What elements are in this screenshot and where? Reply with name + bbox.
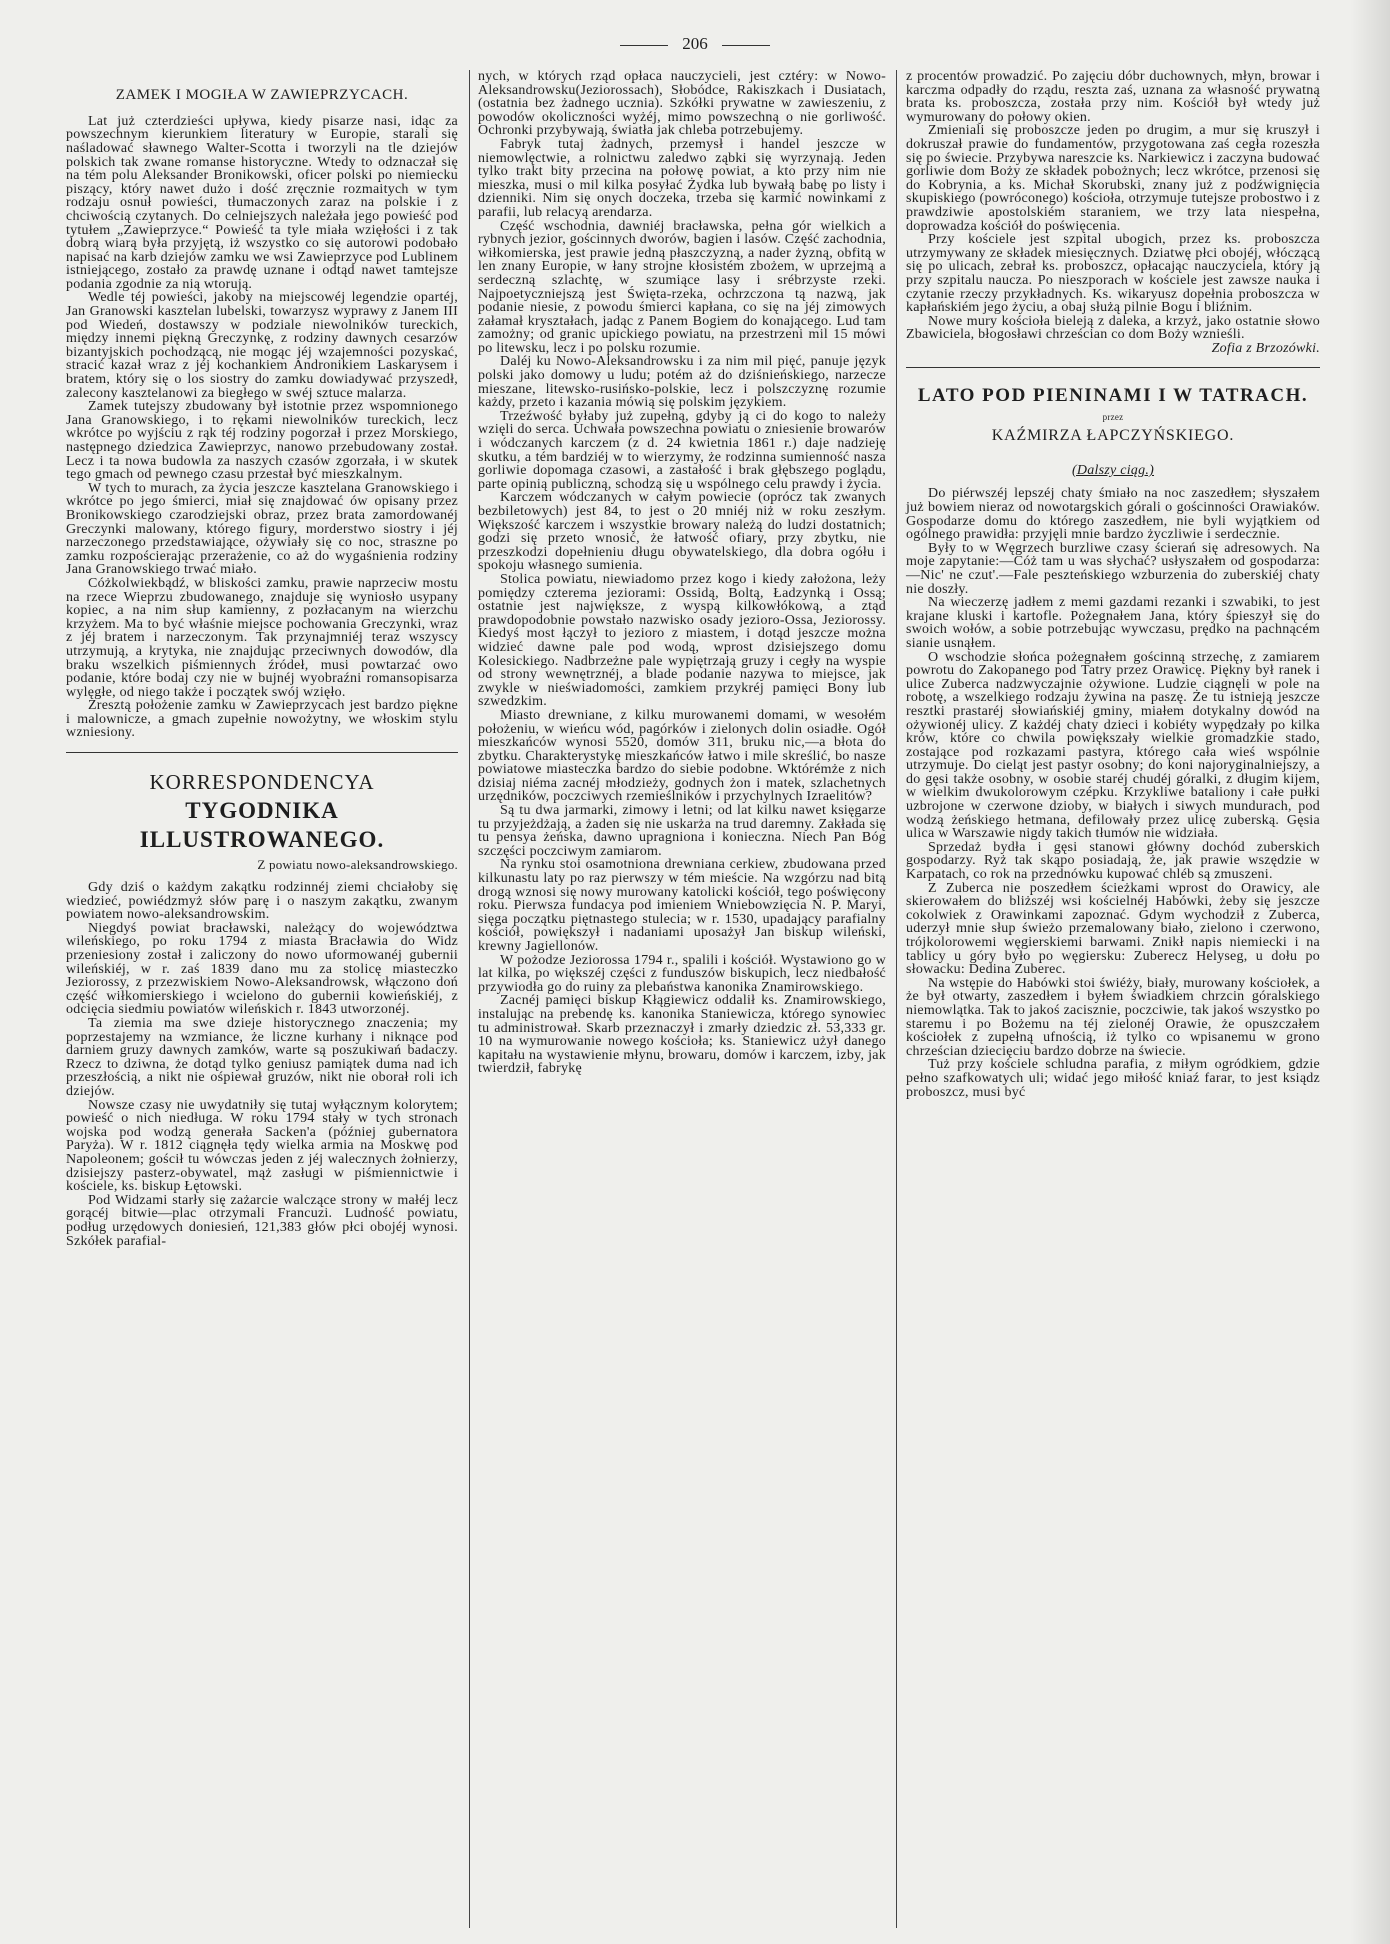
paragraph: Zacnéj pamięci biskup Kłągiewicz oddalił ks. Znamirowskiego, instalując na prebendę ks. kanonika Staniewicza, którego synowiec tu administrował. Skarb przeznaczył i zmarły dziedzic zł. 53,333 gr. 10 na wymurowanie nowego kościoła; ks. Staniewicz użył danego kapitału na wystawienie młynu, browaru, domów i karczem, izby, jak twierdził, fabrykę [478,993,886,1077]
paragraph: Lat już czterdzieści upływa, kiedy pisarze nasi, idąc za powszechnym kierunkiem literatury w Europie, starali się naśladować sławnego Walter-Scotta i tworzyli na tle dziejów polskich tak zwane romanse historyczne. Wtedy to odznaczał się na tém polu Aleksander Bronikowski, oficer polski po niemiecku piszący, który nawet dużo i dość zręcznie rozmaitych w tym rodzaju osnuł powieści, tłumaczonych zaraz na polskie i z chciwością czytanych. Do celniejszych należała jego powieść pod tytułem „Zawieprzyce.“ Powieść ta tyle miała wzięłości i z tak dobrą wiarą była przyjętą, iż wszystko co się autorowi podobało napisać na karb dziejów zamku we wsi Zawieprzyce pod Lublinem istniejącego, zostało za prawdę uznane i odtąd nawet tamtejsze podania zgodnie za nią wtorują. [66,113,458,292]
paragraph: Zamek tutejszy zbudowany był istotnie przez wspomnionego Jana Granowskiego, i to rękami niewolników tureckich, lecz wkrótce po wyjściu z rąk téj rodziny pogorzał i przez Morskiego, następnego dziedzica Zawieprzyc, nanowo przebudowany został. Lecz i ta nowa budowla za naszych czasów zgorzała, i w skutek tego gmach od pewnego czasu przestał być mieszkalnym. [66,399,458,483]
paragraph: Na rynku stoi osamotniona drewniana cerkiew, zbudowana przed kilkunastu laty po raz pierwszy w tém mieście. Na wzgórzu nad bitą drogą wznosi się nowy murowany katolicki kościół, tego poświęcony roku. Pierwsza fundacya pod imieniem Wniebowzięcia N. P. Maryi, sięga początku piętnastego stulecia; w r. 1530, upadający parafialny kościół, powiększył i nadaniami uposażył Jan biskup wileński, krewny Jagiellonów. [478,857,886,954]
byline-przez: przez [1102,412,1124,423]
paragraph: Miasto drewniane, z kilku murowanemi domami, w wesołém położeniu, w wieńcu wód, pagórków i zielonych dolin osiadłe. Ogół mieszkańców wynosi 5520, domów 311, bruku nic,—a błota do zbytku. Charakterystykę mieszkańców łatwo i mile skreślić, bo nasze powiatowe miasteczka bardzo do siebie podobne. Wktórémże z nich dzisiaj niéma zacnéj młodzieży, godnych żon i matek, szlachetnych urzędników, poczciwych rzemieślników i przychylnych Izraelitów? [478,707,886,805]
paragraph: Trzeźwość byłaby już zupełną, gdyby ją ci do kogo to należy wzięli do serca. Uchwała powszechna powiatu o zniesienie browarów i wódczanych karczem (z d. 24 kwietnia 1861 r.) daje nadzieję skutku, a tém bardziéj w to wierzymy, że rodzinna sumienność nasza gorliwie dopomaga czasowi, a zastałość i brak głębszego poglądu, parte opinią publiczną, schodzą się u wspólnego celu prawdy i życia. [478,408,886,492]
paragraph: Niegdyś powiat bracławski, należący do województwa wileńskiego, po roku 1794 z miasta Bracławia do Widz przeniesiony został i zaliczony do nowo uformowanéj gubernii wileńskiéj, w r. zaś 1839 dano mu za stolicę miasteczko Jeziorossy, z przezwiskiem Nowo-Aleksandrowsk, włączono doń część wiłkomierskiego i wcielono do gubernii kowieńskiéj, z odcięcia siedmiu powiatów wileńskich r. 1843 utworzonéj. [66,920,458,1018]
header-dash [620,45,668,46]
paragraph: Nowe mury kościoła bieleją z daleka, a krzyż, jako ostatnie słowo Zbawiciela, błogosławi chrześcian co dom Boży wznieśli. [906,313,1320,343]
paragraph: Przy kościele jest szpital ubogich, przez ks. proboszcza utrzymywany ze składek miesięcznych. Dziatwę płci obojéj, włóczącą się po ulicach, zebrał ks. proboszcz, opłacając nauczyciela, który ją przy szpitalu naucza. Po nieszporach w kościele jest zawsze nauka i czytanie rzeczy przykładnych. Ks. wikaryusz dopełnia proboszcza w kapłańskiém jego życiu, a obaj służą pilnie Bogu i bliźnim. [906,232,1320,316]
paragraph: Część wschodnia, dawniéj bracławska, pełna gór wielkich a rybnych jezior, gościnnych dworów, bagien i lasów. Część zachodnia, wiłkomierska, jest prawie jedną płaszczyzną, a nader żyzną, obfitą w len znany Europie, w łany strojne kłosistém zbożem, w uprzejmą a serdeczną szlachtę, w szumiące lasy i srébrzyste rzeki. Najpoetyczniejszą jest Święta-rzeka, ochrzczona tą nazwą, jak podanie niesie, z powodu śmierci kapłana, co się na jéj zimowych załamał kryształach, jadąc z Panem Bogiem do konającego. Lud tam zamożny; od granic upickiego powiatu, na przestrzeni mil 15 mówi po litewsku, lecz i po polsku rozumie. [478,218,886,356]
column-1 [66,78,458,1248]
page-number-header [0,34,1390,54]
correspondence-subtitle: Z powiatu nowo-aleksandrowskiego. [257,856,458,872]
page-edge-shadow [1350,0,1390,1944]
paragraph: Stolica powiatu, niewiadomo przez kogo i kiedy założona, leży pomiędzy czterema jeziorami: Ossidą, Boltą, Ładzynką i Ossą; ostatnie jest największe, z wyspą kilkowłókową, a ztąd prawdopodobnie powstało nazwisko osady jezioro-Ossa, Jeziorossy. Kiedyś most łączył to jezioro z miastem, i dotąd jeszcze można widzieć dawne pale pod wodą, wprost dzisiejszego domu Kolesickiego. Nadbrzeżne pale wypiętrzają gruzy i cegły na wyspie od strony wewnętrznéj, a blade podanie nazywa to miejsce, jak zwykle w nieświadomości, zamkiem przykréj pamięci Bony lub szwedzkim. [478,571,886,710]
paragraph: Fabryk tutaj żadnych, przemysł i handel jeszcze w niemowlęctwie, a rolnictwu zaledwo ząbki się wyrzynają. Jeden tylko trakt bity przecina na połowę powiat, a kto przy nim nie mieszka, musi o mil kilka posyłać Żydka lub bywałą babę po listy i dzienniki. Nim się onych doczeka, trzeba się karmić nowinkami z parafii, lub relacyą arendarza. [478,136,886,220]
paragraph: Sprzedaż bydła i gęsi stanowi główny dochód zuberskich gospodarzy. Ryż tak skąpo posiadają, że, jak prawie wszędzie w Karpatach, co rok na przednówku kupować chléb są zmuszeni. [906,839,1320,883]
continued-note: (Dalszy ciąg.) [1071,462,1155,478]
paragraph: Do piérwszéj lepszéj chaty śmiało na noc zaszedłem; słyszałem już bowiem nieraz od nowotargskich górali o gościnności Orawiaków. Gospodarze domu do którego zaszedłem, nie byli wyjątkiem od ogólnego prawidła: przyjęli mnie bardzo życzliwie i serdecznie. [906,486,1320,543]
column-3 [906,70,1320,1099]
article-author: KAŹMIRZA ŁAPCZYŃSKIEGO. [991,426,1235,444]
paragraph: Tuż przy kościele schludna parafia, z miłym ogródkiem, gdzie pełno szafkowatych uli; widać jego miłość kniaź farar, to jest ksiądz proboszcz, musi być [906,1057,1320,1100]
paragraph: Na wieczerzę jadłem z memi gazdami rezanki i szwabiki, to jest krajane kluski i kartofle. Pożegnałem Jana, który śpieszył się do swoich wołów, a sobie potrzebując wywczasu, prędko na pachnącém sianie usnąłem. [906,595,1320,651]
page-number: 206 [682,34,708,53]
paragraph: Na wstępie do Habówki stoi świéży, biały, murowany kościołek, a że był otwarty, zaszedłem i byłem świadkiem chrzcin góralskiego niemowlątka. Tak to jakoś zacisznie, poczciwie, tak jakoś wszystko po staremu i po Bożemu na téj zielonéj Orawie, że opuszczałem kościołek z zupełną ufnością, iż tylko co wpisanemu w grono chrześcian dziecięciu bardzo dobrze na świecie. [906,975,1320,1059]
paragraph: O wschodzie słońca pożegnałem gościnną strzechę, z zamiarem powrotu do Zakopanego pod Tatry przez Orawicę. Piękny był ranek i ulice Zuberca nadzwyczajnie ożywione. Ludzie ciągnęli w pole na robotę, a wszelkiego rodzaju żywina na paszę. Że tu istnieją jeszcze resztki prastaréj słowiańskiéj gminy, miałem dotykalny dowód na ożywionéj ulicy. Z każdéj chaty dzieci i kobiéty wypędzały po kilka krów, które co chwila powiększały wielkie gromadzkie stado, zostające pod rozkazami pastyra, którego cała wieś wspólnie utrzymuje. Do cieląt jest pastyr osobny; do koni najoryginalniejszy, a do gęsi także osobny, w osobie staréj chudéj góralki, z długim kijem, w wielkim dwukolorowym czépku. Krzykliwe bataliony i całe pułki uzbrojone w czerwone dzioby, w białych i siwych mundurach, pod wodzą żeńskiego hetmana, defilowały przez ulicę zuberską. Gęsia ulica w Warszawie nigdy takich tłumów nie widziała. [906,649,1320,842]
paragraph: Nowsze czasy nie uwydatniły się tutaj wyłącznym kolorytem; powieść o nich niedługa. W roku 1794 stały w tych stronach wojska pod wodzą generała Sacken'a (później gubernatora Paryża). W r. 1812 ciągnęła tędy wielka armia na Moskwę pod Napoleonem; gościł tu wówczas jeden z jéj walecznych żołnierzy, dzisiejszy pasterz-obywatel, mąż zasługi w piśmiennictwie i kościele, ks. biskup Łętowski. [66,1097,458,1195]
paragraph: W pożodze Jeziorossa 1794 r., spalili i kościół. Wystawiono go w lat kilka, po większéj części z funduszów biskupich, lecz niedbałość przywiodła go do ruiny za plebaństwa kanonika Znamirowskiego. [478,952,886,995]
tygodnik-heading: TYGODNIKA ILLUSTROWANEGO. [139,798,385,853]
paragraph: Daléj ku Nowo-Aleksandrowsku i za nim mil pięć, panuje język polski jako domowy u ludu; potém aż do dziśnieńskiego, narzecze mieszane, litewsko-rusińsko-polskie, lecz i polszczyznę rozumie każdy, przeto i kazania mówią się polskim językiem. [478,354,886,411]
paragraph: Ta ziemia ma swe dzieje historycznego znaczenia; my poprzestajemy na wzmiance, że liczne kurhany i niknące pod darniem gruzy dawnych zamków, warte są poszukiwań badaczy. Rzecz to dziwna, że dotąd tylko geniusz pamiątek duma nad ich przeszłością, a nikt nie ośpiewał gruzów, nikt nie oborał roli ich dziejów. [66,1016,458,1099]
paragraph: Są tu dwa jarmarki, zimowy i letni; od lat kilku nawet księgarze tu przyjeżdżają, a żaden się nie uskarża na trud daremny. Zakłada się tu pensya żeńska, dawno upragniona i konieczna. Niech Pan Bóg szczęści poczciwym zamiarom. [478,803,886,859]
section-divider [66,752,458,753]
paragraph: z procentów prowadzić. Po zajęciu dóbr duchownych, młyn, browar i karczma odpadły do rządu, reszta zaś, uznana za własność prywatną brata ks. proboszcza, została przy nim. Kościół był wtedy już wymurowany do połowy okien. [906,69,1320,125]
article-title-zamek: ZAMEK I MOGIŁA W ZAWIEPRZYCACH. [115,87,409,103]
column-2 [478,70,886,1076]
paragraph: Były to w Węgrzech burzliwe czasy ścierań się adresowych. Na moje zapytanie:—Cóż tam u was słychać? usłyszałem od gospodarza:—Nic' ne czut'.—Fale peszteńskiego wzburzenia do zuberskiéj chaty nie doszły. [906,540,1320,597]
signature: Zofia z Brzozówki. [1211,340,1320,356]
paragraph: W tych to murach, za życia jeszcze kasztelana Granowskiego i wkrótce po jego śmierci, miał się znajdować ów opisany przez Bronikowskiego czarodziejski obraz, przez brata zamordowanéj Greczynki malowany, którego figury, morderstwo siostry i jéj narzeczonego przedstawiające, ożywiały się co noc, straszne po zamku rozpościerając przerażenie, co aż do wygaśnienia rodziny Jana Granowskiego trwać miało. [66,480,458,578]
paragraph: Zmieniali się proboszcze jeden po drugim, a mur się kruszył i dokruszał prawie do fundamentów, przygotowana zaś cegła rozeszła się po świecie. Przybywa nareszcie ks. Narkiewicz i zaczyna budować gorliwie dom Boży ze składek pobożnych; lecz wkrótce, przenosi się do Kobrynia, a ks. Michał Skorubski, znany już z podźwignięcia skupiskiego (powróconego) kościoła, otrzymuje tutejsze probostwo i z prawdziwie apostolskiém staraniem, we trzy lata niespełna, doprowadza kościół do poświęcenia. [906,123,1320,234]
paragraph: Pod Widzami starły się zażarcie walczące strony w małéj lecz gorącéj bitwie—plac otrzymali Francuzi. Ludność powiatu, podług urzędowych doniesień, 121,383 głów płci obojéj wynosi. Szkółek parafial- [66,1192,458,1249]
paragraph: Cóżkolwiekbądź, w bliskości zamku, prawie naprzeciw mostu na rzece Wieprzu zbudowanego, znajduje się wyniosło usypany kopiec, a na nim słup kamienny, z pozłacanym na wierzchu krzyżem. Ma to być właśnie miejsce pochowania Greczynki, wraz z jéj bratem i narzeczonym. Tak przynajmniéj teraz wszyscy utrzymują, a krytyka, nie znajdując przeciwnych dowodów, dla braku wszelkich piśmiennych źródeł, musi powtarzać owo podanie, które bodaj czy nie w bujnéj wyobraźni romansopisarza wylęgłe, od niego także i początek swój wzięło. [66,575,458,700]
article-title-lato: LATO POD PIENINAMI I W TATRACH. [917,385,1309,407]
paragraph: Wedle téj powieści, jakoby na miejscowéj legendzie opartéj, Jan Granowski kasztelan lubelski, towarzysz wyprawy z Janem III pod Wiedeń, dostawszy w podziale niewolników tureckich, między innemi piękną Greczynkę, z rodziny dawnych cesarzów bizantyjskich pochodzącą, nie mogąc jéj wzajemności pozyskać, stracić kazał wraz z jéj kochankiem Andronikiem Laskarysem i bratem, który się o los siostry do zamku dowiadywać przyszedł, zalecony kasztelanowi za biegłego w swéj sztuce malarza. [66,290,458,401]
paragraph: Zresztą położenie zamku w Zawieprzycach jest bardzo piękne i malownicze, a gmach zupełnie nowożytny, we włoskim stylu wzniesiony. [66,698,458,741]
header-dash [722,45,770,46]
column-rule [469,70,470,1928]
correspondence-heading: KORRESPONDENCYA [149,770,375,795]
column-rule [896,70,897,1928]
paragraph: Gdy dziś o każdym zakątku rodzinnéj ziemi chciałoby się wiedzieć, powiédzmyż słów parę i o naszym zakątku, zwanym powiatem nowo-aleksandrowskim. [66,880,458,923]
paragraph: Z Zuberca nie poszedłem ścieżkami wprost do Orawicy, ale skierowałem do bliższéj wsi kościelnéj Habówki, żeby się jeszcze cokolwiek z Orawinkami zapoznać. Gdym wychodził z Zuberca, uderzył mnie słup świeżo przemalowany biało, zielono i czerwono, trójkolorowemi węgierskiemi barwami. Znikł napis niemiecki i na tablicy u góry było po węgiersku: Zuberecz Helyseg, u dołu po słowacku: Dedina Zuberec. [906,880,1320,978]
paragraph: Karczem wódczanych w całym powiecie (oprócz tak zwanych bezbiletowych) jest 84, to jest o 20 mniéj niż w roku zeszłym. Większość karczem i wszystkie browary należą do ludzi dostatnich; godzi się przeto wnosić, że łatwość ofiary, przy zbytku, nie przeszkodzi dopełnieniu długu obywatelskiego, dla dobra ogółu i spokoju własnego sumienia. [478,490,886,574]
section-divider [906,367,1320,368]
paragraph: nych, w których rząd opłaca nauczycieli, jest cztéry: w Nowo-Aleksandrowsku(Jeziorossach), Słobódce, Rakiszkach i Dusiatach,(ostatnia bez żadnego ucznia). Szkółki prywatne w zawieszeniu, z powodów okoliczności wyżéj, mimo powszechną o nie gorliwość. Ochronki przybywają, światła jak chleba potrzebujemy. [478,69,886,139]
